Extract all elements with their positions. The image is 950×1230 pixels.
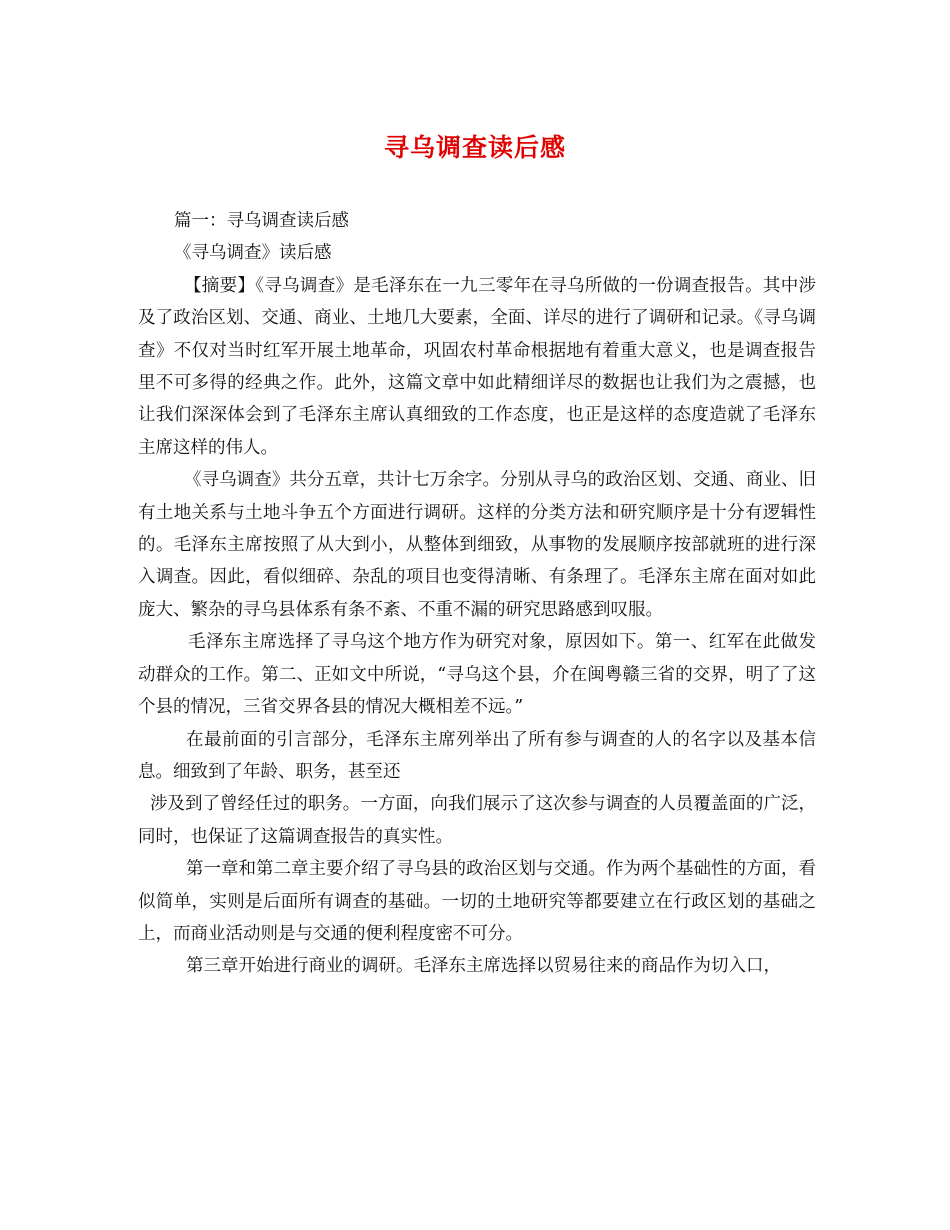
abstract-paragraph: 【摘要】《寻乌调查》是毛泽东在一九三零年在寻乌所做的一份调查报告。其中涉及了政治区划、交通、商业、土地几大要素，全面、详尽的进行了调研和记录。《寻乌调查》不仅对当时红军开展土地革命，巩固农村革命根据地有着重大意义，也是调查报告里不可多得的经典之作。此外，这篇文章中如此精细详尽的数据也让我们为之震撼，也让我们深深体会到了毛泽东主席认真细致的工作态度，也正是这样的态度造就了毛泽东主席这样的伟人。 (138, 275, 816, 458)
body-paragraph: 涉及到了曾经任过的职务。一方面，向我们展示了这次参与调查的人员覆盖面的广泛，同时，也保证了这篇调查报告的真实性。 (138, 794, 816, 847)
body-paragraph: 《寻乌调查》共分五章，共计七万余字。分别从寻乌的政治区划、交通、商业、旧有土地关系与土地斗争五个方面进行调研。这样的分类方法和研究顺序是十分有逻辑性的。毛泽东主席按照了从大到小，从整体到细致，从事物的发展顺序按部就班的进行深入调查。因此，看似细碎、杂乱的项目也变得清晰、有条理了。毛泽东主席在面对如此庞大、繁杂的寻乌县体系有条不紊、不重不漏的研究思路感到叹服。 (138, 470, 816, 620)
document-subtitle: 《寻乌调查》读后感 (174, 243, 332, 264)
body-paragraph: 在最前面的引言部分，毛泽东主席列举出了所有参与调查的人的名字以及基本信息。细致到了年龄、职务，甚至还 (138, 729, 816, 782)
body-paragraph: 第三章开始进行商业的调研。毛泽东主席选择以贸易往来的商品作为切入口， (186, 956, 781, 977)
section-heading: 篇一：寻乌调查读后感 (174, 211, 349, 231)
body-paragraph: 第一章和第二章主要介绍了寻乌县的政治区划与交通。作为两个基础性的方面，看似简单，实则是后面所有调查的基础。一切的土地研究等都要建立在行政区划的基础之上，而商业活动则是与交通的便利程度密不可分。 (138, 859, 816, 944)
body-paragraph: 毛泽东主席选择了寻乌这个地方作为研究对象，原因如下。第一、红军在此做发动群众的工作。第二、正如文中所说，“寻乌这个县，介在闽粤赣三省的交界，明了了这个县的情况，三省交界各县的情况大概相差不远。” (138, 632, 816, 718)
document-title: 寻乌调查读后感 (383, 133, 566, 162)
document-body (138, 205, 816, 983)
